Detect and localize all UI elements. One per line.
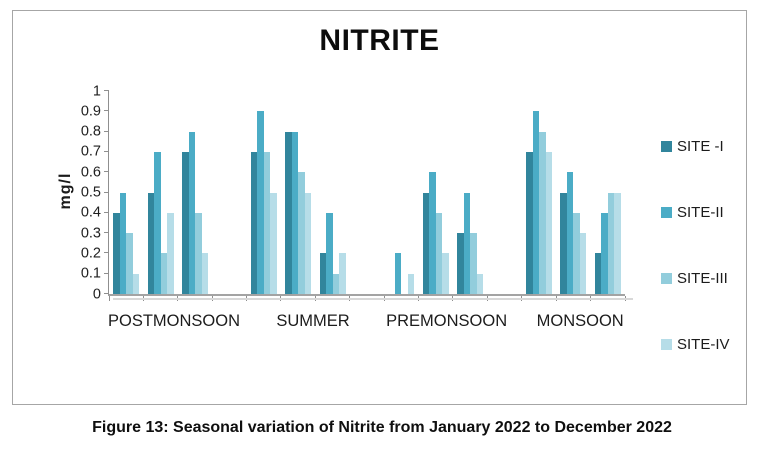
x-axis-tick: [590, 296, 591, 301]
x-axis-tick: [212, 296, 213, 301]
bar-site-iv-postmonsoon-3: [202, 253, 209, 294]
category-gap: [240, 312, 269, 331]
bar-site-iv-premonsoon-2: [442, 253, 449, 294]
y-tick-label: 0.9: [80, 103, 101, 120]
x-axis-tick: [384, 296, 385, 301]
legend-label-site-iv: SITE-IV: [677, 336, 730, 353]
bar-site-iv-summer-3: [339, 253, 346, 294]
bar-site-iv-monsoon-2: [580, 233, 587, 294]
season-gap-slot: [212, 91, 246, 294]
month-cluster-monsoon-2: [556, 91, 590, 294]
month-cluster-postmonsoon-1: [109, 91, 143, 294]
y-axis-title: mg/l: [57, 172, 74, 210]
figure-caption: Figure 13: Seasonal variation of Nitrite from January 2022 to December 2022: [92, 419, 672, 436]
x-axis-tick: [109, 296, 110, 301]
y-tick-label: 0.4: [80, 204, 101, 221]
x-axis-tick: [487, 296, 488, 301]
season-gap-slot: [350, 91, 384, 294]
legend-swatch-site-iii: [661, 273, 672, 284]
x-axis-tick: [452, 296, 453, 301]
legend-item-site-i: [661, 138, 724, 155]
month-cluster-monsoon-3: [591, 91, 625, 294]
y-tick-label: 0.6: [80, 163, 101, 180]
x-axis-tick: [143, 296, 144, 301]
bar-site-iv-postmonsoon-1: [133, 274, 140, 294]
month-cluster-summer-3: [315, 91, 349, 294]
figure-box: [12, 10, 747, 405]
legend-swatch-site-i: [661, 141, 672, 152]
bar-site-iv-summer-1: [270, 193, 277, 295]
category-label-summer: SUMMER: [276, 312, 350, 330]
legend-item-site-ii: [661, 204, 724, 221]
legend-label-site-i: SITE -I: [677, 138, 724, 155]
month-cluster-summer-2: [281, 91, 315, 294]
legend-item-site-iii: [661, 270, 728, 287]
chart-title: NITRITE: [319, 24, 440, 57]
y-tick-label: 0.1: [80, 265, 101, 282]
plot-area: [108, 91, 625, 296]
legend-label-site-ii: SITE-II: [677, 204, 724, 221]
x-axis-tick: [177, 296, 178, 301]
x-axis-tick: [418, 296, 419, 301]
x-axis-tick: [556, 296, 557, 301]
month-cluster-postmonsoon-3: [178, 91, 212, 294]
month-cluster-summer-1: [247, 91, 281, 294]
month-cluster-monsoon-1: [522, 91, 556, 294]
bar-site-iv-monsoon-3: [614, 193, 621, 295]
legend-swatch-site-iv: [661, 339, 672, 350]
x-axis-category-labels: [108, 312, 624, 331]
legend-item-site-iv: [661, 336, 730, 353]
y-tick-label: 1: [92, 82, 101, 99]
legend-swatch-site-ii: [661, 207, 672, 218]
bar-site-iv-premonsoon-3: [477, 274, 484, 294]
category-label-postmonsoon: POSTMONSOON: [108, 312, 241, 330]
y-tick-labels: [13, 82, 101, 302]
season-gap-slot: [487, 91, 521, 294]
y-tick-label: 0.5: [80, 184, 101, 201]
month-cluster-premonsoon-2: [419, 91, 453, 294]
x-axis-tick: [521, 296, 522, 301]
month-cluster-premonsoon-3: [453, 91, 487, 294]
plot-slots: [109, 91, 625, 294]
bar-site-iv-premonsoon-1: [408, 274, 415, 294]
month-cluster-postmonsoon-2: [143, 91, 177, 294]
category-label-premonsoon: PREMONSOON: [386, 312, 508, 330]
x-axis-tick: [280, 296, 281, 301]
x-axis-tick: [246, 296, 247, 301]
x-axis-tick: [349, 296, 350, 301]
month-cluster-premonsoon-1: [384, 91, 418, 294]
x-axis-tick: [625, 296, 626, 301]
legend: [661, 126, 751, 366]
bar-site-iv-summer-2: [305, 193, 312, 295]
y-tick-label: 0.7: [80, 143, 101, 160]
y-tick-label: 0.8: [80, 123, 101, 140]
bar-site-iv-monsoon-1: [546, 152, 553, 294]
x-axis-tick: [315, 296, 316, 301]
legend-label-site-iii: SITE-III: [677, 270, 728, 287]
bar-site-ii-premonsoon-1: [395, 253, 402, 294]
category-gap: [357, 312, 386, 331]
y-tick-label: 0.3: [80, 224, 101, 241]
category-label-monsoon: MONSOON: [536, 312, 624, 330]
bar-site-iv-postmonsoon-2: [167, 213, 174, 294]
category-gap: [507, 312, 536, 331]
y-tick-label: 0: [92, 285, 101, 302]
y-tick-label: 0.2: [80, 245, 101, 262]
